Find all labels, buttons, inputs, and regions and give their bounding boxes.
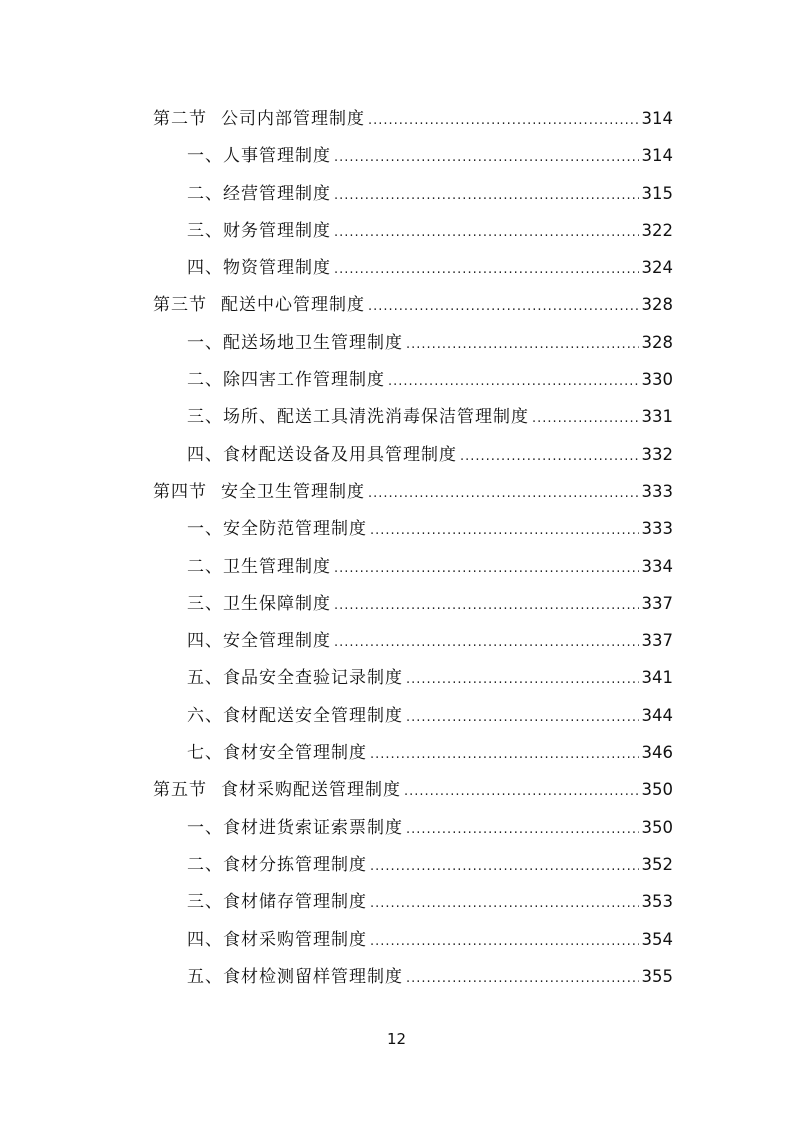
toc-entry-prefix: 三、	[187, 593, 223, 614]
toc-entry-title: 物资管理制度	[223, 258, 331, 279]
toc-entry-prefix: 一、	[187, 332, 223, 353]
toc-entry-title: 食材采购配送管理制度	[221, 780, 401, 801]
dot-leader	[370, 885, 639, 922]
toc-entry-page: 344	[641, 705, 673, 725]
toc-entry[interactable]	[0, 846, 793, 883]
toc-entry-page: 337	[641, 593, 673, 613]
toc-entry[interactable]	[0, 510, 793, 547]
toc-entry-prefix: 第五节	[153, 780, 207, 801]
toc-entry-title: 食材采购管理制度	[223, 929, 367, 950]
toc-entry-title: 食品安全查验记录制度	[223, 668, 403, 689]
toc-entry-page: 355	[641, 966, 673, 986]
toc-entry-title: 财务管理制度	[223, 220, 331, 241]
toc-entry-page: 333	[641, 519, 673, 539]
toc-entry[interactable]	[0, 697, 793, 734]
dot-leader	[368, 475, 639, 512]
dot-leader	[334, 587, 639, 624]
dot-leader	[388, 363, 639, 400]
toc-entry-page: 332	[641, 444, 673, 464]
toc-entry-page: 346	[641, 743, 673, 763]
toc-entry-title: 安全卫生管理制度	[221, 481, 365, 502]
toc-entry-prefix: 四、	[187, 631, 223, 652]
toc-entry[interactable]	[0, 100, 793, 137]
toc-entry-page: 333	[641, 481, 673, 501]
dot-leader	[406, 661, 639, 698]
toc-entry-title: 食材配送安全管理制度	[223, 705, 403, 726]
dot-leader	[406, 960, 639, 997]
table-of-contents	[0, 100, 793, 995]
dot-leader	[404, 773, 639, 810]
toc-entry-title: 食材储存管理制度	[223, 892, 367, 913]
dot-leader	[334, 624, 639, 661]
toc-entry[interactable]	[0, 137, 793, 174]
toc-entry-page: 353	[641, 892, 673, 912]
toc-entry-page: 322	[641, 220, 673, 240]
toc-entry-title: 食材配送设备及用具管理制度	[223, 444, 457, 465]
toc-entry-page: 315	[641, 183, 673, 203]
toc-entry[interactable]	[0, 436, 793, 473]
toc-entry-prefix: 一、	[187, 519, 223, 540]
toc-entry-prefix: 第四节	[153, 481, 207, 502]
toc-entry-page: 350	[641, 780, 673, 800]
toc-entry-page: 330	[641, 370, 673, 390]
toc-entry-prefix: 二、	[187, 854, 223, 875]
toc-entry[interactable]	[0, 883, 793, 920]
dot-leader	[368, 288, 639, 325]
dot-leader	[334, 251, 639, 288]
dot-leader	[406, 326, 639, 363]
toc-entry-title: 公司内部管理制度	[221, 109, 365, 129]
dot-leader	[370, 736, 639, 773]
toc-entry-title: 经营管理制度	[223, 183, 331, 204]
toc-entry[interactable]	[0, 585, 793, 622]
toc-entry-title: 配送场地卫生管理制度	[223, 332, 403, 353]
toc-entry-title: 除四害工作管理制度	[223, 370, 385, 391]
toc-entry-prefix: 一、	[187, 146, 223, 167]
toc-entry-page: 324	[641, 258, 673, 278]
toc-entry-prefix: 二、	[187, 370, 223, 391]
toc-entry-page: 352	[641, 854, 673, 874]
toc-entry-title: 食材进货索证索票制度	[223, 817, 403, 838]
dot-leader	[334, 214, 639, 251]
toc-entry-prefix: 三、	[187, 220, 223, 241]
toc-entry-page: 328	[641, 332, 673, 352]
toc-entry-prefix: 三、	[187, 892, 223, 913]
toc-entry[interactable]	[0, 212, 793, 249]
toc-entry[interactable]	[0, 921, 793, 958]
toc-entry-prefix: 七、	[187, 743, 223, 764]
page-number: 12	[386, 1030, 407, 1048]
toc-entry-prefix: 第三节	[153, 295, 207, 316]
toc-entry-page: 350	[641, 817, 673, 837]
toc-entry[interactable]	[0, 473, 793, 510]
toc-entry-prefix: 四、	[187, 929, 223, 950]
toc-entry[interactable]	[0, 175, 793, 212]
toc-entry-title: 场所、配送工具清洗消毒保洁管理制度	[223, 407, 529, 428]
toc-entry-prefix: 一、	[187, 817, 223, 838]
toc-entry[interactable]	[0, 622, 793, 659]
dot-leader	[406, 811, 639, 848]
toc-entry-prefix: 六、	[187, 705, 223, 726]
toc-entry-title: 卫生保障制度	[223, 593, 331, 614]
toc-entry-page: 341	[641, 668, 673, 688]
toc-entry-page: 314	[641, 146, 673, 166]
toc-entry-prefix: 五、	[187, 668, 223, 689]
toc-entry[interactable]	[0, 958, 793, 995]
toc-entry[interactable]	[0, 659, 793, 696]
toc-entry[interactable]	[0, 809, 793, 846]
dot-leader	[370, 848, 639, 885]
toc-entry-page: 331	[641, 407, 673, 427]
dot-leader	[370, 512, 639, 549]
dot-leader	[334, 139, 639, 176]
toc-entry[interactable]	[0, 734, 793, 771]
toc-entry-prefix: 四、	[187, 444, 223, 465]
dot-leader	[334, 550, 639, 587]
dot-leader	[532, 400, 639, 437]
toc-entry-prefix: 第二节	[153, 109, 207, 129]
toc-entry[interactable]	[0, 771, 793, 808]
toc-entry[interactable]	[0, 249, 793, 286]
toc-entry-title: 食材分拣管理制度	[223, 854, 367, 875]
toc-entry[interactable]	[0, 286, 793, 323]
toc-entry[interactable]	[0, 324, 793, 361]
toc-entry-title: 食材安全管理制度	[223, 743, 367, 764]
toc-entry-page: 337	[641, 631, 673, 651]
toc-entry-title: 安全防范管理制度	[223, 519, 367, 540]
dot-leader	[406, 699, 639, 736]
toc-entry-title: 配送中心管理制度	[221, 295, 365, 316]
toc-entry-prefix: 四、	[187, 258, 223, 279]
toc-entry-page: 328	[641, 295, 673, 315]
toc-entry-page: 314	[641, 109, 673, 128]
toc-entry-prefix: 二、	[187, 183, 223, 204]
toc-entry[interactable]	[0, 548, 793, 585]
toc-entry-title: 安全管理制度	[223, 631, 331, 652]
toc-entry-prefix: 三、	[187, 407, 223, 428]
toc-entry[interactable]	[0, 398, 793, 435]
toc-entry-prefix: 二、	[187, 556, 223, 577]
toc-entry-prefix: 五、	[187, 966, 223, 987]
toc-entry-title: 食材检测留样管理制度	[223, 966, 403, 987]
toc-entry-page: 354	[641, 929, 673, 949]
toc-entry-page: 334	[641, 556, 673, 576]
toc-entry-title: 卫生管理制度	[223, 556, 331, 577]
dot-leader	[334, 177, 639, 214]
toc-entry[interactable]	[0, 361, 793, 398]
dot-leader	[370, 923, 639, 960]
dot-leader	[368, 102, 639, 139]
dot-leader	[460, 438, 639, 475]
toc-entry-title: 人事管理制度	[223, 146, 331, 167]
